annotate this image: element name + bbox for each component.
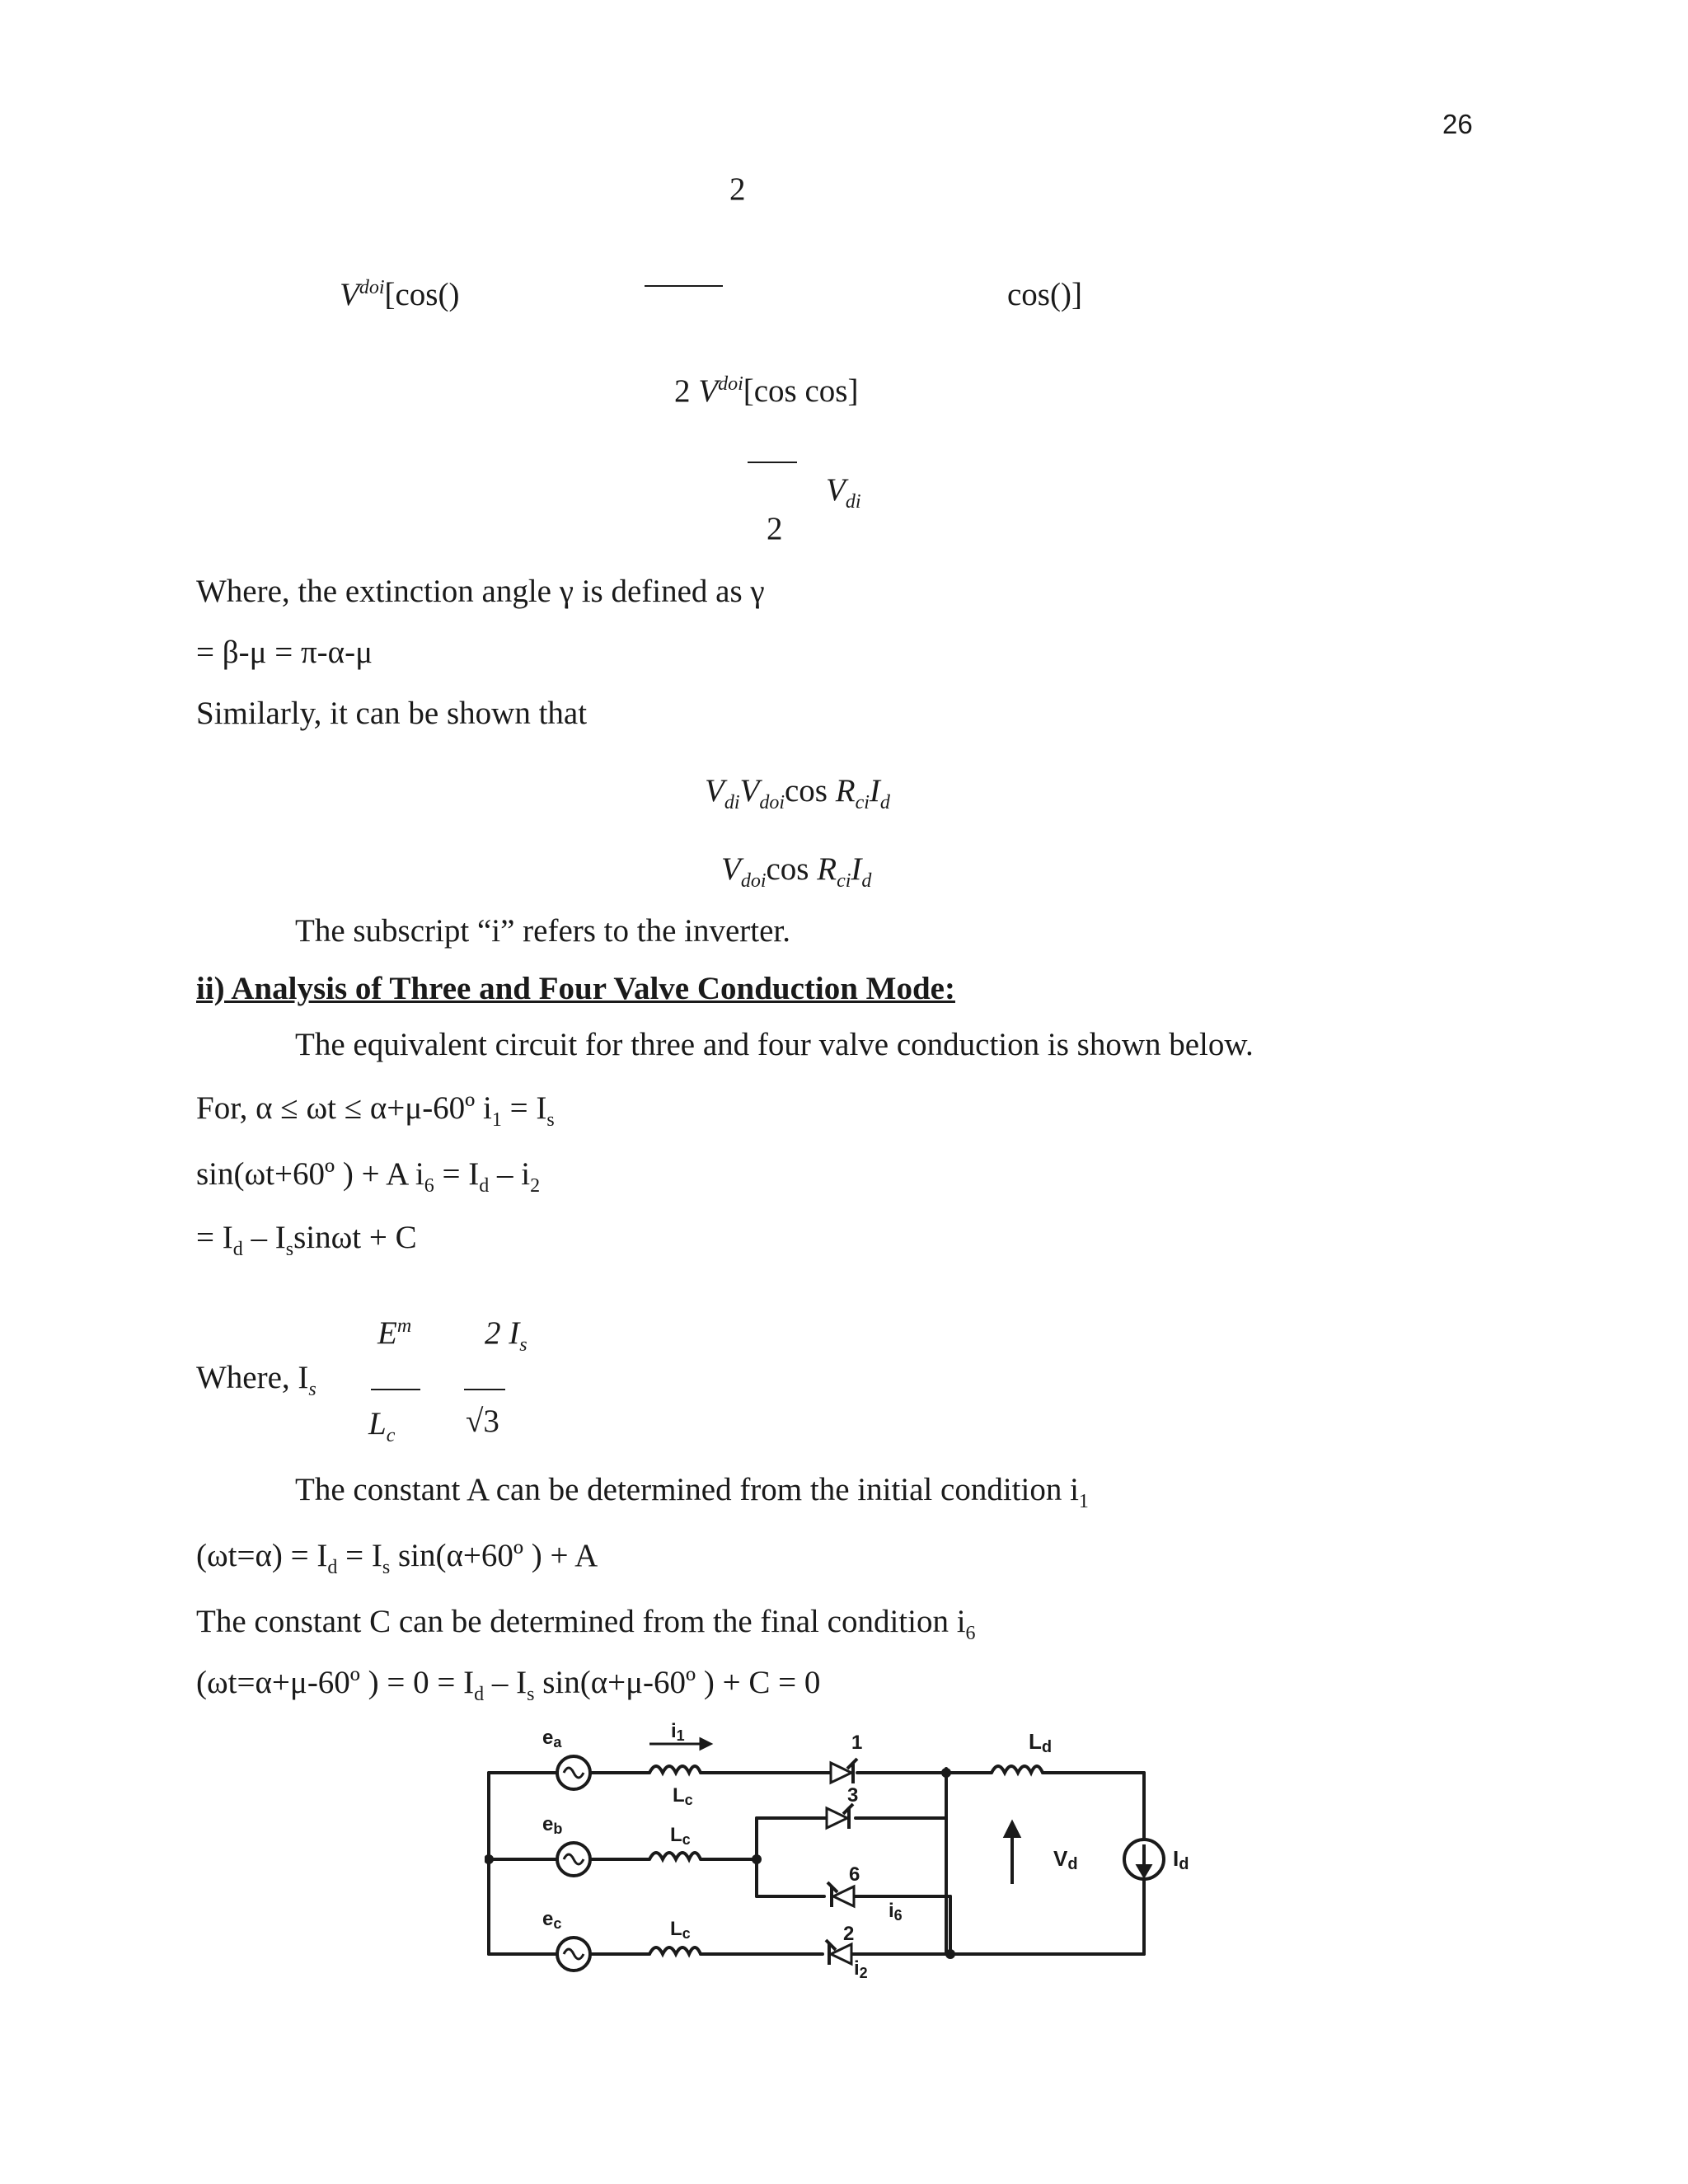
eq2-v: V [698,373,719,409]
line3-b: – I [242,1220,286,1255]
where-num-2is [485,1315,528,1356]
eq2-cos2: cos [796,373,848,409]
inductor-lc-b [649,1853,701,1859]
line-final-condition [196,1665,821,1705]
line4-sub2: s [382,1556,391,1578]
para6-text: The constant A can be determined from the initial condition i [295,1472,1079,1507]
eq1-rhs [1007,279,1082,311]
eq5 [721,851,872,892]
eq1-close: ) [448,277,460,312]
eq5-v-sub: doi [740,869,767,892]
line5-c: sin(α+μ-60º ) + C = 0 [534,1665,821,1700]
where-em: E [377,1315,397,1351]
label-i1: i1 [671,1720,685,1744]
line4-b: = I [337,1538,382,1573]
where-num-em [377,1317,411,1349]
line2-sub1: 6 [424,1174,434,1197]
eq1-fraction-bar [645,285,723,287]
paragraph-constant-c [196,1604,976,1644]
vd-arrow-head [1006,1823,1019,1836]
eq5-r: R [809,851,837,887]
eq5-v: V [721,851,741,887]
paragraph-gamma-definition: = β-μ = π-α-μ [196,635,373,670]
para7-text: The constant C can be determined from the final condition i [196,1604,966,1639]
eq4 [705,773,890,813]
eq1-rhs-close: )] [1060,277,1082,312]
eq1-lhs [340,279,459,311]
eq5-i: I [851,851,862,887]
label-valve-6: 6 [849,1863,860,1886]
line2-a: sin(ωt+60º ) + A i [196,1156,424,1192]
label-lc-b: Lc [670,1824,691,1848]
eq3-denominator: 2 [767,511,783,546]
eq3-rhs [826,472,861,513]
paragraph-extinction-angle: Where, the extinction angle γ is defined as γ [196,574,765,609]
eq4-i-sub: d [879,791,890,813]
eq3-v-sub: di [845,490,861,513]
where-den-l: L [368,1406,387,1441]
line2-sub2: d [479,1174,490,1197]
label-vd: Vd [1053,1846,1078,1873]
where-label [196,1360,316,1400]
line3-sub1: d [232,1238,243,1260]
label-i2: i2 [854,1957,868,1981]
line4-a: (ωt=α) = I [196,1538,328,1573]
label-ea: ea [542,1727,562,1750]
line5-a: (ωt=α+μ-60º ) = 0 = I [196,1665,475,1700]
where-bar-1 [371,1389,420,1390]
eq1-v: V [340,277,359,312]
eq4-r: R [828,773,856,808]
line1-sub1: 1 [491,1108,502,1131]
where-sqrt3: √3 [466,1404,499,1439]
paragraph-similarly: Similarly, it can be shown that [196,696,588,731]
eq4-v2-sub: doi [759,791,785,813]
junction-dot-top [941,1768,951,1778]
line-for-condition [196,1090,555,1131]
line5-sub1: d [474,1683,485,1705]
page-number: 26 [1442,109,1473,139]
eq4-r-sub: ci [855,791,870,813]
where-2is-sub: s [519,1333,528,1356]
eq4-cos: cos [785,773,828,808]
where-2is: 2 I [485,1315,520,1351]
line1-text: For, α ≤ ωt ≤ α+μ-60º i [196,1090,492,1126]
junction-dot-bottom [945,1949,955,1959]
inductor-ld [992,1766,1043,1773]
eq5-r-sub: ci [837,869,851,892]
para6-sub: 1 [1078,1490,1089,1512]
line1-eq: = I [501,1090,547,1126]
line4-c: sin(α+60º ) + A [390,1538,598,1573]
eq5-i-sub: d [861,869,872,892]
where-label-text: Where, I [196,1360,309,1395]
paragraph-constant-a [295,1472,1089,1512]
equivalent-circuit-diagram [485,1719,1226,1983]
eq3-fraction-bar [748,462,797,463]
section-heading: ii) Analysis of Three and Four Valve Conduction Mode: [196,971,955,1006]
label-valve-2: 2 [843,1923,855,1945]
eq2-body: [cos [743,373,797,409]
line2-sub3: 2 [530,1174,541,1197]
label-id: Id [1173,1846,1189,1873]
eq4-v2: V [739,773,760,808]
line5-b: – I [484,1665,528,1700]
eq4-i: I [869,773,880,808]
eq1-rhs-cos: cos( [1007,277,1061,312]
label-i6: i6 [889,1900,903,1924]
eq1-top-numeral: 2 [729,171,746,207]
line-initial-condition [196,1538,598,1578]
label-ec: ec [542,1908,562,1932]
line1-sub2: s [546,1108,555,1131]
label-lc-a: Lc [673,1784,693,1808]
line-id-equation [196,1220,417,1260]
label-lc-c: Lc [670,1918,691,1942]
line2-b: = I [434,1156,480,1192]
line3-c: sinωt + C [293,1220,417,1255]
paragraph-subscript-note: The subscript “i” refers to the inverter. [295,913,791,949]
line-sin-equation [196,1156,541,1197]
where-bar-2 [464,1389,505,1390]
junction-dot-node-b [752,1854,762,1864]
label-eb: eb [542,1813,563,1837]
line3-sub2: s [285,1238,294,1260]
where-den-l-sub: c [386,1424,396,1446]
eq2-v-sup: doi [718,373,743,395]
eq3-v: V [826,472,846,508]
where-denominator [368,1406,396,1446]
inductor-lc-a [649,1766,701,1773]
junction-dot-left-b [485,1854,494,1864]
where-em-sup: m [396,1315,412,1337]
eq1-bracket-open: [cos( [384,277,449,312]
eq1-v-sup: doi [359,277,385,298]
paragraph-equivalent-circuit: The equivalent circuit for three and four valve conduction is shown below. [295,1027,1254,1062]
eq2-close: ] [847,373,859,409]
line2-c: – i [489,1156,531,1192]
inductor-lc-c [649,1947,701,1954]
eq4-v1: V [705,773,724,808]
where-label-sub: s [308,1378,316,1400]
para7-sub: 6 [965,1622,976,1644]
line3-a: = I [196,1220,233,1255]
line5-sub2: s [527,1683,535,1705]
label-valve-1: 1 [851,1732,863,1754]
i1-arrow-head [701,1739,710,1749]
line4-sub1: d [327,1556,338,1578]
label-ld: Ld [1029,1729,1053,1756]
eq5-cos: cos [766,851,809,887]
label-valve-3: 3 [847,1784,859,1807]
eq2-coef: 2 [674,373,699,409]
eq2 [674,375,858,407]
eq4-v1-sub: di [724,791,740,813]
